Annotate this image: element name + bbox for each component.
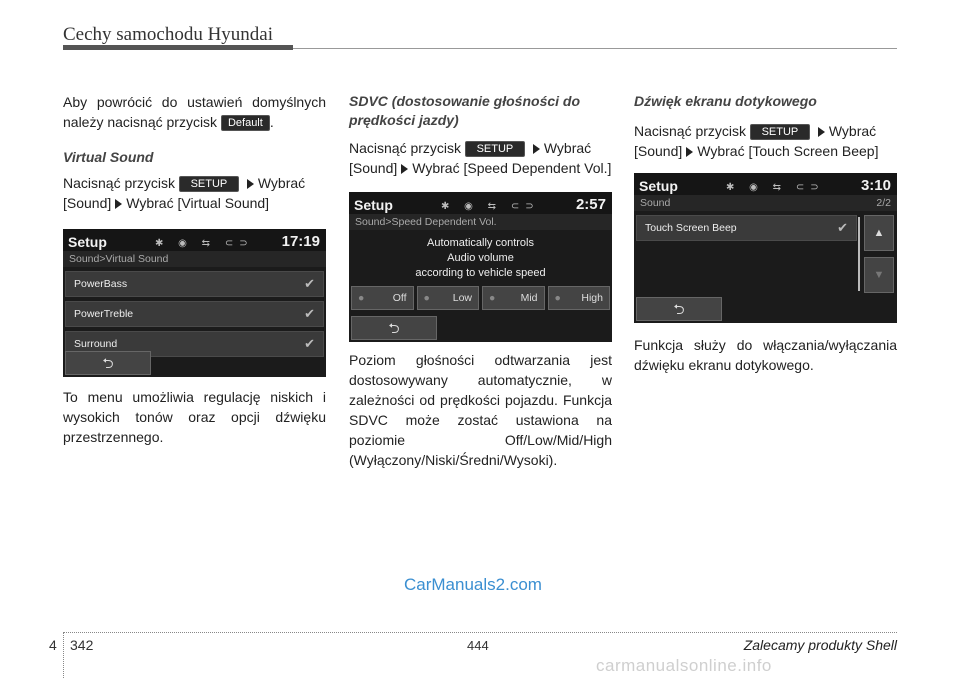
back-icon: ⮌ bbox=[102, 355, 114, 371]
header-rule-thin bbox=[293, 48, 897, 49]
instr-text: Wybrać bbox=[828, 123, 877, 139]
watermark-carmanuals2: CarManuals2.com bbox=[404, 575, 542, 594]
touch-beep-description: Funkcja służy do włączania/wyłączania dźwięku ekranu dotykowego. bbox=[634, 337, 897, 373]
arrow-right-icon bbox=[115, 199, 122, 209]
instr-text: Wybrać [Touch Screen Beep] bbox=[697, 143, 879, 159]
page-header-title: Cechy samochodu Hyundai bbox=[63, 24, 274, 45]
back-icon: ⮌ bbox=[388, 320, 400, 336]
column-3 bbox=[634, 92, 897, 375]
screen-clock: 2:57 bbox=[575, 196, 606, 213]
touch-beep-heading: Dźwięk ekranu dotykowego bbox=[634, 93, 817, 109]
virtual-sound-description: To menu umożliwia regulację niskich i wysokich tonów oraz opcji dźwięku przestrzennego. bbox=[63, 389, 326, 445]
option-low[interactable] bbox=[417, 286, 480, 310]
intro-text: Aby powrócić do ustawień domyślnych należy nacisnąć przycisk bbox=[63, 94, 326, 130]
footer-divider bbox=[63, 632, 64, 678]
sdvc-heading: SDVC (dostosowanie głośności do prędkości jazdy) bbox=[349, 93, 581, 128]
arrow-right-icon bbox=[401, 164, 408, 174]
setup-button: SETUP bbox=[750, 124, 810, 140]
option-label: PowerTreble bbox=[74, 308, 134, 320]
screen-clock: 3:10 bbox=[860, 177, 891, 194]
back-button[interactable] bbox=[636, 297, 722, 321]
scrollbar[interactable] bbox=[858, 217, 860, 291]
arrow-right-icon bbox=[686, 147, 693, 157]
instr-text: [Sound] bbox=[349, 160, 398, 176]
screen-topbar bbox=[63, 229, 326, 251]
back-icon: ⮌ bbox=[673, 301, 685, 317]
message-line: Audio volume bbox=[447, 252, 514, 264]
footer-tagline: Zalecamy produkty Shell bbox=[743, 637, 897, 653]
screen-breadcrumb bbox=[634, 195, 897, 211]
instr-text: Wybrać bbox=[543, 140, 592, 156]
sdvc-options bbox=[351, 286, 610, 310]
arrow-right-icon bbox=[818, 127, 825, 137]
radio-icon: ● bbox=[489, 292, 496, 304]
instr-text: [Sound] bbox=[63, 195, 112, 211]
check-icon: ✔ bbox=[304, 276, 315, 291]
column-1 bbox=[63, 92, 326, 447]
status-icons: ✱ ◉ ⇆ ⊂⊃ bbox=[441, 201, 540, 212]
status-icons: ✱ ◉ ⇆ ⊂⊃ bbox=[155, 238, 254, 249]
sdvc-message bbox=[349, 236, 612, 281]
option-mid[interactable] bbox=[482, 286, 545, 310]
status-icons: ✱ ◉ ⇆ ⊂⊃ bbox=[726, 182, 825, 193]
sdvc-description: Poziom głośności odtwarzania jest dostosowywany automatycznie, w zależności od prędkości pojazdu. Funkcja SDVC może zostać ustawiona na poziomie Off/Low/Mid/High (Wyłączony/Niski/Średni/Wysoki). bbox=[349, 352, 612, 468]
option-label: Off bbox=[392, 292, 407, 304]
column-2 bbox=[349, 92, 612, 470]
instr-text: Nacisnąć przycisk bbox=[349, 140, 462, 156]
instr-text: Wybrać bbox=[257, 175, 306, 191]
message-line: Automatically controls bbox=[427, 237, 534, 249]
page-number: 342 bbox=[70, 637, 94, 653]
arrow-right-icon bbox=[247, 179, 254, 189]
arrow-right-icon bbox=[533, 144, 540, 154]
crumb-label: Sound bbox=[640, 197, 671, 209]
footer-rule bbox=[63, 632, 897, 633]
center-page-number: 444 bbox=[467, 638, 489, 653]
option-label: PowerBass bbox=[74, 278, 128, 290]
instr-text: Wybrać [Virtual Sound] bbox=[126, 195, 270, 211]
arrow-down-icon: ▼ bbox=[873, 269, 885, 281]
scroll-up-button[interactable] bbox=[864, 215, 894, 251]
instr-text: Nacisnąć przycisk bbox=[634, 123, 747, 139]
virtual-sound-screen bbox=[63, 229, 326, 377]
scroll-down-button[interactable] bbox=[864, 257, 894, 293]
intro-paragraph bbox=[63, 92, 326, 132]
message-line: according to vehicle speed bbox=[415, 267, 546, 279]
intro-period: . bbox=[269, 114, 274, 130]
default-button: Default bbox=[221, 115, 270, 131]
virtual-sound-heading: Virtual Sound bbox=[63, 149, 154, 165]
screen-breadcrumb: Sound>Speed Dependent Vol. bbox=[349, 214, 612, 230]
radio-icon: ● bbox=[358, 292, 365, 304]
touch-beep-screen bbox=[634, 173, 897, 323]
back-button[interactable] bbox=[351, 316, 437, 340]
screen-breadcrumb: Sound>Virtual Sound bbox=[63, 251, 326, 267]
instr-text: Nacisnąć przycisk bbox=[63, 175, 176, 191]
screen-topbar bbox=[349, 192, 612, 214]
check-icon: ✔ bbox=[304, 306, 315, 321]
radio-icon: ● bbox=[423, 292, 430, 304]
watermark-carmanualsonline: carmanualsonline.info bbox=[596, 656, 772, 675]
touch-beep-instructions bbox=[634, 121, 897, 161]
option-label: Mid bbox=[520, 292, 538, 304]
sdvc-instructions bbox=[349, 138, 612, 178]
setup-button: SETUP bbox=[179, 176, 239, 192]
check-icon: ✔ bbox=[304, 336, 315, 351]
radio-icon: ● bbox=[554, 292, 561, 304]
screen-title: Setup bbox=[639, 178, 678, 194]
virtual-sound-instructions bbox=[63, 173, 326, 213]
option-high[interactable] bbox=[548, 286, 611, 310]
chapter-number: 4 bbox=[49, 637, 57, 653]
option-touch-screen-beep[interactable] bbox=[636, 215, 857, 241]
option-label: High bbox=[581, 292, 603, 304]
back-button[interactable] bbox=[65, 351, 151, 375]
arrow-up-icon: ▲ bbox=[873, 227, 885, 239]
screen-clock: 17:19 bbox=[281, 233, 320, 250]
screen-title: Setup bbox=[354, 197, 393, 213]
setup-button: SETUP bbox=[465, 141, 525, 157]
header-rule-thick bbox=[63, 45, 293, 50]
option-powertreble[interactable] bbox=[65, 301, 324, 327]
sdvc-screen bbox=[349, 192, 612, 342]
option-label: Low bbox=[452, 292, 472, 304]
instr-text: [Sound] bbox=[634, 143, 683, 159]
page-indicator: 2/2 bbox=[876, 197, 891, 209]
option-powerbass[interactable] bbox=[65, 271, 324, 297]
option-label: Touch Screen Beep bbox=[645, 222, 737, 234]
option-label: Surround bbox=[74, 338, 118, 350]
screen-title: Setup bbox=[68, 234, 107, 250]
option-off[interactable] bbox=[351, 286, 414, 310]
check-icon: ✔ bbox=[837, 220, 848, 235]
screen-topbar bbox=[634, 173, 897, 195]
instr-text: Wybrać [Speed Dependent Vol.] bbox=[412, 160, 612, 176]
